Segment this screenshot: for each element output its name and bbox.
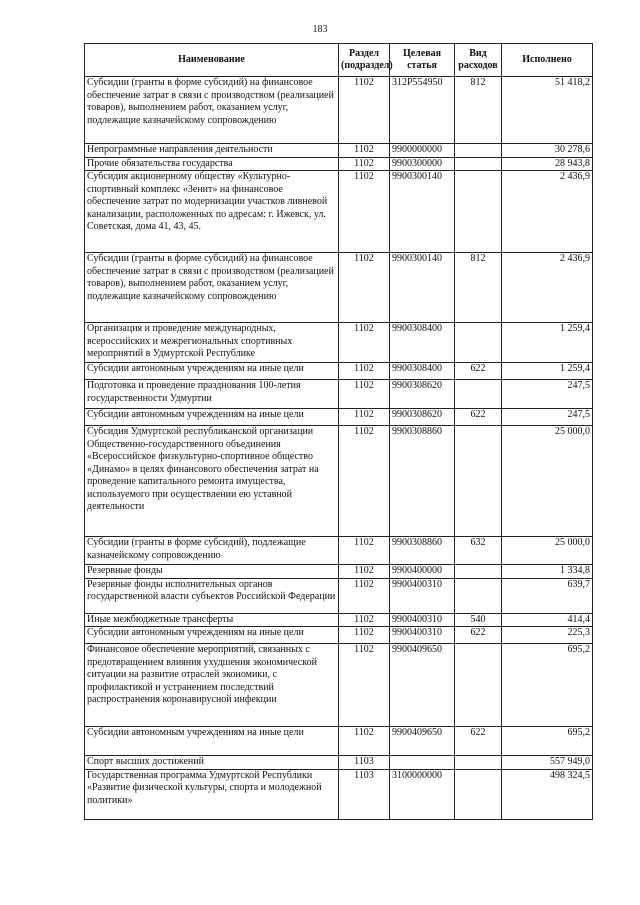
table-row: [85, 565, 593, 579]
cell-name: Подготовка и проведение празднования 100-летия государственности Удмуртии: [85, 380, 339, 409]
cell-expense: [455, 380, 502, 409]
table-row: [85, 171, 593, 253]
cell-article: 9900000000: [390, 144, 455, 158]
table-row: [85, 578, 593, 613]
cell-article: 9900409650: [390, 644, 455, 727]
header-amount: Исполнено: [502, 44, 593, 77]
cell-article: 9900308860: [390, 426, 455, 537]
cell-amount: 1 259,4: [502, 323, 593, 363]
cell-section: 1102: [339, 627, 390, 644]
table-row: [85, 144, 593, 158]
cell-name: Субсидии (гранты в форме субсидий) на финансовое обеспечение затрат в связи с производством (реализацией товаров), выполнением работ, оказанием услуг, подлежащие казначейскому сопровождению: [85, 77, 339, 144]
table-row: [85, 627, 593, 644]
table-row: [85, 537, 593, 565]
cell-amount: 247,5: [502, 380, 593, 409]
cell-name: Резервные фонды: [85, 565, 339, 579]
cell-expense: 540: [455, 613, 502, 627]
cell-section: 1103: [339, 769, 390, 819]
cell-section: 1102: [339, 363, 390, 380]
cell-amount: 247,5: [502, 409, 593, 426]
cell-article: [390, 756, 455, 770]
cell-name: Государственная программа Удмуртской Республики «Развитие физической культуры, спорта и молодежной политики»: [85, 769, 339, 819]
cell-expense: [455, 157, 502, 171]
header-section: Раздел (подраздел): [339, 44, 390, 77]
header-name: Наименование: [85, 44, 339, 77]
cell-expense: [455, 144, 502, 158]
table-row: [85, 363, 593, 380]
cell-expense: [455, 565, 502, 579]
cell-amount: 2 436,9: [502, 253, 593, 323]
cell-expense: 622: [455, 627, 502, 644]
cell-name: Спорт высших достижений: [85, 756, 339, 770]
cell-article: 9900400310: [390, 578, 455, 613]
table-row: [85, 253, 593, 323]
table-row: [85, 157, 593, 171]
cell-name: Субсидии автономным учреждениям на иные цели: [85, 363, 339, 380]
cell-amount: 25 000,0: [502, 426, 593, 537]
cell-name: Субсидии автономным учреждениям на иные цели: [85, 627, 339, 644]
cell-section: 1102: [339, 323, 390, 363]
table-row: [85, 323, 593, 363]
cell-amount: 695,2: [502, 727, 593, 756]
cell-article: 9900300000: [390, 157, 455, 171]
header-expense: Вид расходов: [455, 44, 502, 77]
cell-section: 1102: [339, 157, 390, 171]
cell-expense: [455, 756, 502, 770]
table-row: [85, 756, 593, 770]
cell-amount: 2 436,9: [502, 171, 593, 253]
cell-expense: [455, 769, 502, 819]
cell-article: 9900308620: [390, 380, 455, 409]
cell-article: 9900308400: [390, 363, 455, 380]
cell-expense: 632: [455, 537, 502, 565]
cell-section: 1103: [339, 756, 390, 770]
table-row: [85, 409, 593, 426]
cell-amount: 1 259,4: [502, 363, 593, 380]
cell-name: Субсидия Удмуртской республиканской организации Общественно-государственного объединения «Всероссийское физкультурно-спортивное общество «Динамо» в целях финансового обеспечения затрат на проведение капитального ремонта имущества, используемого при осуществлении ею уставной деятельности: [85, 426, 339, 537]
cell-expense: 622: [455, 727, 502, 756]
cell-expense: [455, 323, 502, 363]
cell-expense: [455, 644, 502, 727]
cell-name: Субсидия акционерному обществу «Культурно-спортивный комплекс «Зенит» на финансовое обеспечение затрат по модернизации участков ливневой канализации, расположенных по адресам: г. Ижевск, ул. Советская, дома 41, 43, 45.: [85, 171, 339, 253]
cell-name: Прочие обязательства государства: [85, 157, 339, 171]
cell-amount: 1 334,8: [502, 565, 593, 579]
cell-name: Финансовое обеспечение мероприятий, связанных с предотвращением влияния ухудшения экономической ситуации на развитие отраслей экономики, с профилактикой и устранением последствий распространения коронавирусной инфекции: [85, 644, 339, 727]
cell-section: 1102: [339, 644, 390, 727]
cell-section: 1102: [339, 426, 390, 537]
cell-name: Резервные фонды исполнительных органов государственной власти субъектов Российской Федерации: [85, 578, 339, 613]
cell-name: Организация и проведение международных, всероссийских и межрегиональных спортивных мероприятий в Удмуртской Республике: [85, 323, 339, 363]
cell-article: 9900308400: [390, 323, 455, 363]
cell-section: 1102: [339, 727, 390, 756]
cell-section: 1102: [339, 537, 390, 565]
cell-section: 1102: [339, 253, 390, 323]
cell-article: 9900300140: [390, 171, 455, 253]
cell-amount: 414,4: [502, 613, 593, 627]
cell-amount: 695,2: [502, 644, 593, 727]
cell-section: 1102: [339, 77, 390, 144]
cell-name: Субсидии (гранты в форме субсидий) на финансовое обеспечение затрат в связи с производством (реализацией товаров), выполнением работ, оказанием услуг, подлежащие казначейскому сопровождению: [85, 253, 339, 323]
cell-amount: 28 943,8: [502, 157, 593, 171]
cell-amount: 25 000,0: [502, 537, 593, 565]
cell-expense: [455, 426, 502, 537]
table-row: [85, 644, 593, 727]
cell-section: 1102: [339, 578, 390, 613]
table-row: [85, 77, 593, 144]
cell-expense: [455, 578, 502, 613]
table-row: [85, 426, 593, 537]
table-row: [85, 769, 593, 819]
cell-article: 9900400000: [390, 565, 455, 579]
cell-expense: 812: [455, 77, 502, 144]
cell-section: 1102: [339, 171, 390, 253]
cell-article: 9900409650: [390, 727, 455, 756]
cell-expense: [455, 171, 502, 253]
cell-section: 1102: [339, 144, 390, 158]
header-article: Целевая статья: [390, 44, 455, 77]
cell-article: 9900400310: [390, 627, 455, 644]
cell-expense: 622: [455, 363, 502, 380]
page-number: 183: [312, 24, 328, 35]
table-row: [85, 380, 593, 409]
table-row: [85, 613, 593, 627]
cell-amount: 51 418,2: [502, 77, 593, 144]
cell-expense: 622: [455, 409, 502, 426]
budget-table: [84, 43, 593, 820]
cell-amount: 30 278,6: [502, 144, 593, 158]
cell-article: 9900308620: [390, 409, 455, 426]
cell-section: 1102: [339, 409, 390, 426]
cell-expense: 812: [455, 253, 502, 323]
cell-article: 9900308860: [390, 537, 455, 565]
cell-name: Субсидии автономным учреждениям на иные цели: [85, 409, 339, 426]
cell-amount: 498 324,5: [502, 769, 593, 819]
table-row: [85, 727, 593, 756]
cell-name: Непрограммные направления деятельности: [85, 144, 339, 158]
cell-amount: 557 949,0: [502, 756, 593, 770]
cell-name: Субсидии автономным учреждениям на иные цели: [85, 727, 339, 756]
cell-amount: 639,7: [502, 578, 593, 613]
cell-section: 1102: [339, 380, 390, 409]
cell-article: 9900400310: [390, 613, 455, 627]
cell-article: 312P554950: [390, 77, 455, 144]
cell-name: Субсидии (гранты в форме субсидий), подлежащие казначейскому сопровождению: [85, 537, 339, 565]
cell-article: 3100000000: [390, 769, 455, 819]
cell-section: 1102: [339, 613, 390, 627]
cell-article: 9900300140: [390, 253, 455, 323]
cell-name: Иные межбюджетные трансферты: [85, 613, 339, 627]
cell-section: 1102: [339, 565, 390, 579]
cell-amount: 225,3: [502, 627, 593, 644]
table-header-row: [85, 44, 593, 77]
